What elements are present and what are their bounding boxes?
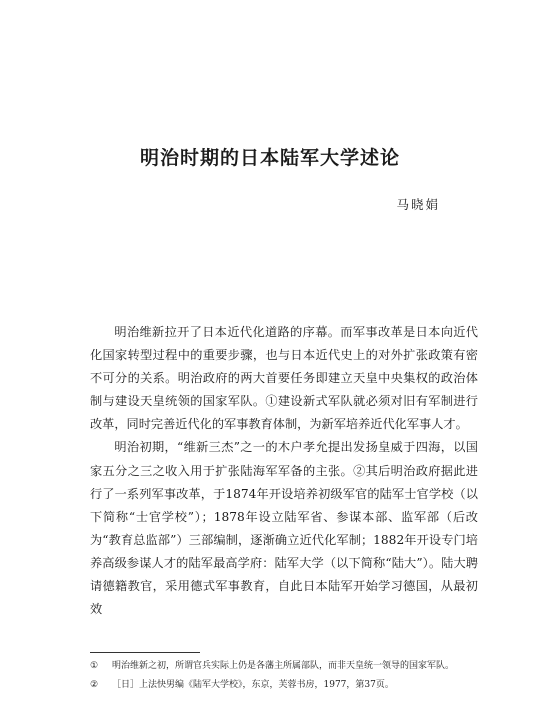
body-paragraph-1: 明治维新拉开了日本近代化道路的序幕。而军事改革是日本向近代化国家转型过程中的重要步骤，也与日本近代史上的对外扩张政策有密不可分的关系。明治政府的两大首要任务即建立天皇中央集权的政治体制与建设天皇统领的国家军队。①建设新式军队就必须对旧有军制进行改革，同时完善近代化的军事教育体制，为新军培养近代化军事人才。	[90, 325, 478, 432]
footnote-2	[90, 679, 478, 692]
footnote-text: ［日］上法快男编《陆军大学校》，东京，芙蓉书房，1977，第37页。	[112, 680, 394, 690]
footnote-mark: ②	[90, 680, 99, 690]
footnote-mark: ①	[90, 661, 99, 671]
article-body	[90, 321, 478, 621]
article-title: 明治时期的日本陆军大学述论	[139, 147, 400, 169]
footnote-text: 明治维新之初，所谓官兵实际上仍是各藩主所属部队，而非天皇统一领导的国家军队。	[112, 661, 455, 671]
footnote-1	[90, 660, 478, 673]
author-name: 马晓娟	[396, 197, 440, 212]
body-paragraph-2: 明治初期，“维新三杰”之一的木户孝允提出发扬皇威于四海，以国家五分之三之收入用于扩张陆海军军备的主张。②其后明治政府据此进行了一系列军事改革，于1874年开设培养初级军官的陆军士官学校（以下简称“士官学校”）；1878年设立陆军省、参谋本部、监军部（后改为“教育总监部”）三部编制，逐渐确立近代化军制；1882年开设专门培养高级参谋人才的陆军最高学府：陆军大学（以下简称“陆大”）。陆大聘请德籍教官，采用德式军事教育，自此日本陆军开始学习德国，从最初效	[90, 440, 478, 617]
footnotes	[90, 660, 478, 692]
footnote-divider	[90, 652, 200, 653]
